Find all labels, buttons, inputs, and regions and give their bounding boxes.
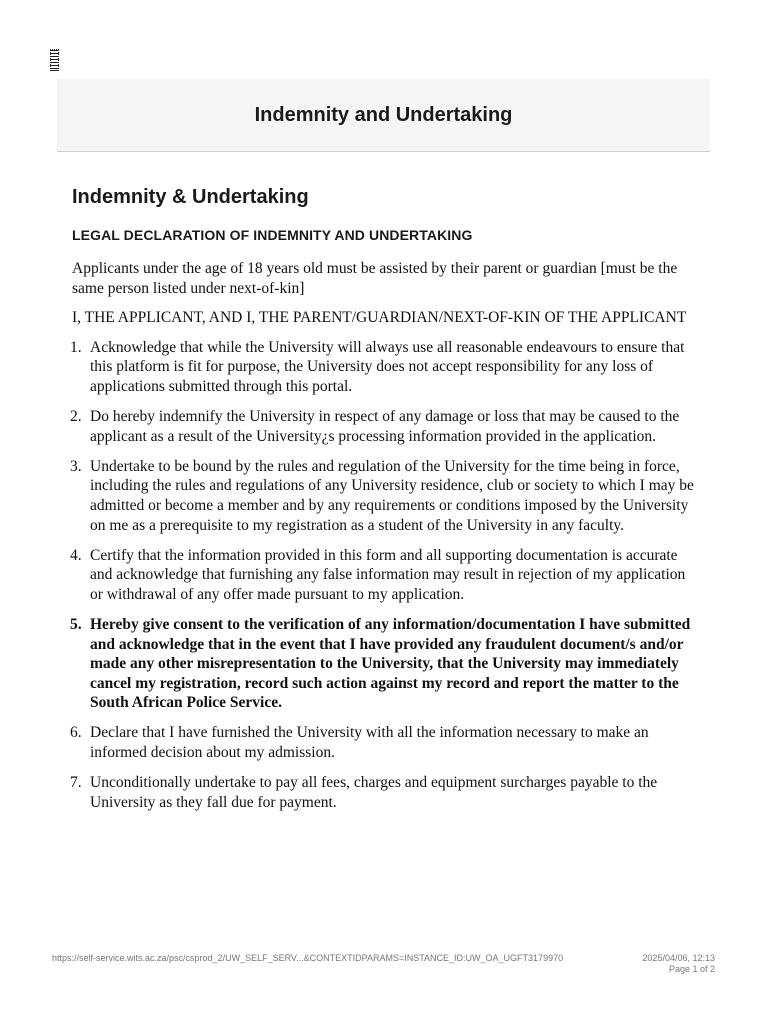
- list-item: [72, 407, 700, 446]
- footer-page-number: Page 1 of 2: [668, 964, 715, 974]
- intro-paragraph: Applicants under the age of 18 years old must be assisted by their parent or guardian [must be the same person listed under next-of-kin]: [72, 260, 678, 297]
- list-item: [72, 615, 700, 713]
- list-item: [72, 546, 700, 605]
- list-item-text: Undertake to be bound by the rules and regulation of the University for the time being in force, including the rules and regulations of any University residence, club or society to which I may be admitted or become a member and by any requirements or conditions imposed by the University on me as a prerequisite to my registration as a student of the University in any faculty.: [90, 457, 694, 534]
- declarant-statement: I, THE APPLICANT, AND I, THE PARENT/GUARDIAN/NEXT-OF-KIN OF THE APPLICANT: [72, 309, 687, 327]
- page-header: [57, 79, 710, 152]
- list-item-number: 7.: [70, 774, 82, 792]
- footer-timestamp: 2025/04/06, 12:13: [642, 953, 715, 963]
- list-item-number: 5.: [70, 615, 82, 633]
- list-item: [72, 338, 700, 397]
- list-item: [72, 457, 700, 535]
- list-item: [72, 723, 700, 762]
- list-item-number: 4.: [70, 546, 82, 564]
- list-item-text: Unconditionally undertake to pay all fees, charges and equipment surcharges payable to the University as they fall due for payment.: [90, 774, 658, 811]
- list-item-text: Certify that the information provided in this form and all supporting documentation is accurate and acknowledge that furnishing any false information may result in rejection of my application or withdrawal of any offer made pursuant to my application.: [90, 546, 686, 603]
- list-item-text: Do hereby indemnify the University in respect of any damage or loss that may be caused to the applicant as a result of the University¿s processing information provided in the application.: [90, 408, 680, 445]
- footer-meta: [642, 953, 715, 975]
- footer-url: https://self-service.wits.ac.za/psc/csprod_2/UW_SELF_SERV...&CONTEXTIDPARAMS=INSTANCE_ID:UW_OA_UGFT3179970: [52, 953, 564, 963]
- list-item-number: 3.: [70, 457, 82, 475]
- document-body: [72, 186, 700, 823]
- list-item-number: 2.: [70, 408, 82, 426]
- list-item-text: Acknowledge that while the University will always use all reasonable endeavours to ensure that this platform is fit for purpose, the University does not accept responsibility for any loss of applications submitted through this portal.: [90, 338, 685, 395]
- print-marker-icon: [50, 49, 59, 71]
- page-title: Indemnity and Undertaking: [254, 103, 513, 126]
- list-item-number: 1.: [70, 338, 82, 356]
- list-item-text: Declare that I have furnished the University with all the information necessary to make an informed decision about my admission.: [90, 724, 649, 761]
- section-heading: Indemnity & Undertaking: [72, 186, 309, 208]
- list-item: [72, 773, 700, 812]
- list-item-number: 6.: [70, 724, 82, 742]
- declaration-title: LEGAL DECLARATION OF INDEMNITY AND UNDERTAKING: [72, 227, 473, 243]
- terms-list: [72, 338, 700, 812]
- list-item-text: Hereby give consent to the verification of any information/documentation I have submitted and acknowledge that in the event that I have provided any fraudulent document/s and/or made any other misrepresentation to the University, that the University may immediately cancel my registration, record such action against my record and report the matter to the South African Police Service.: [90, 615, 691, 712]
